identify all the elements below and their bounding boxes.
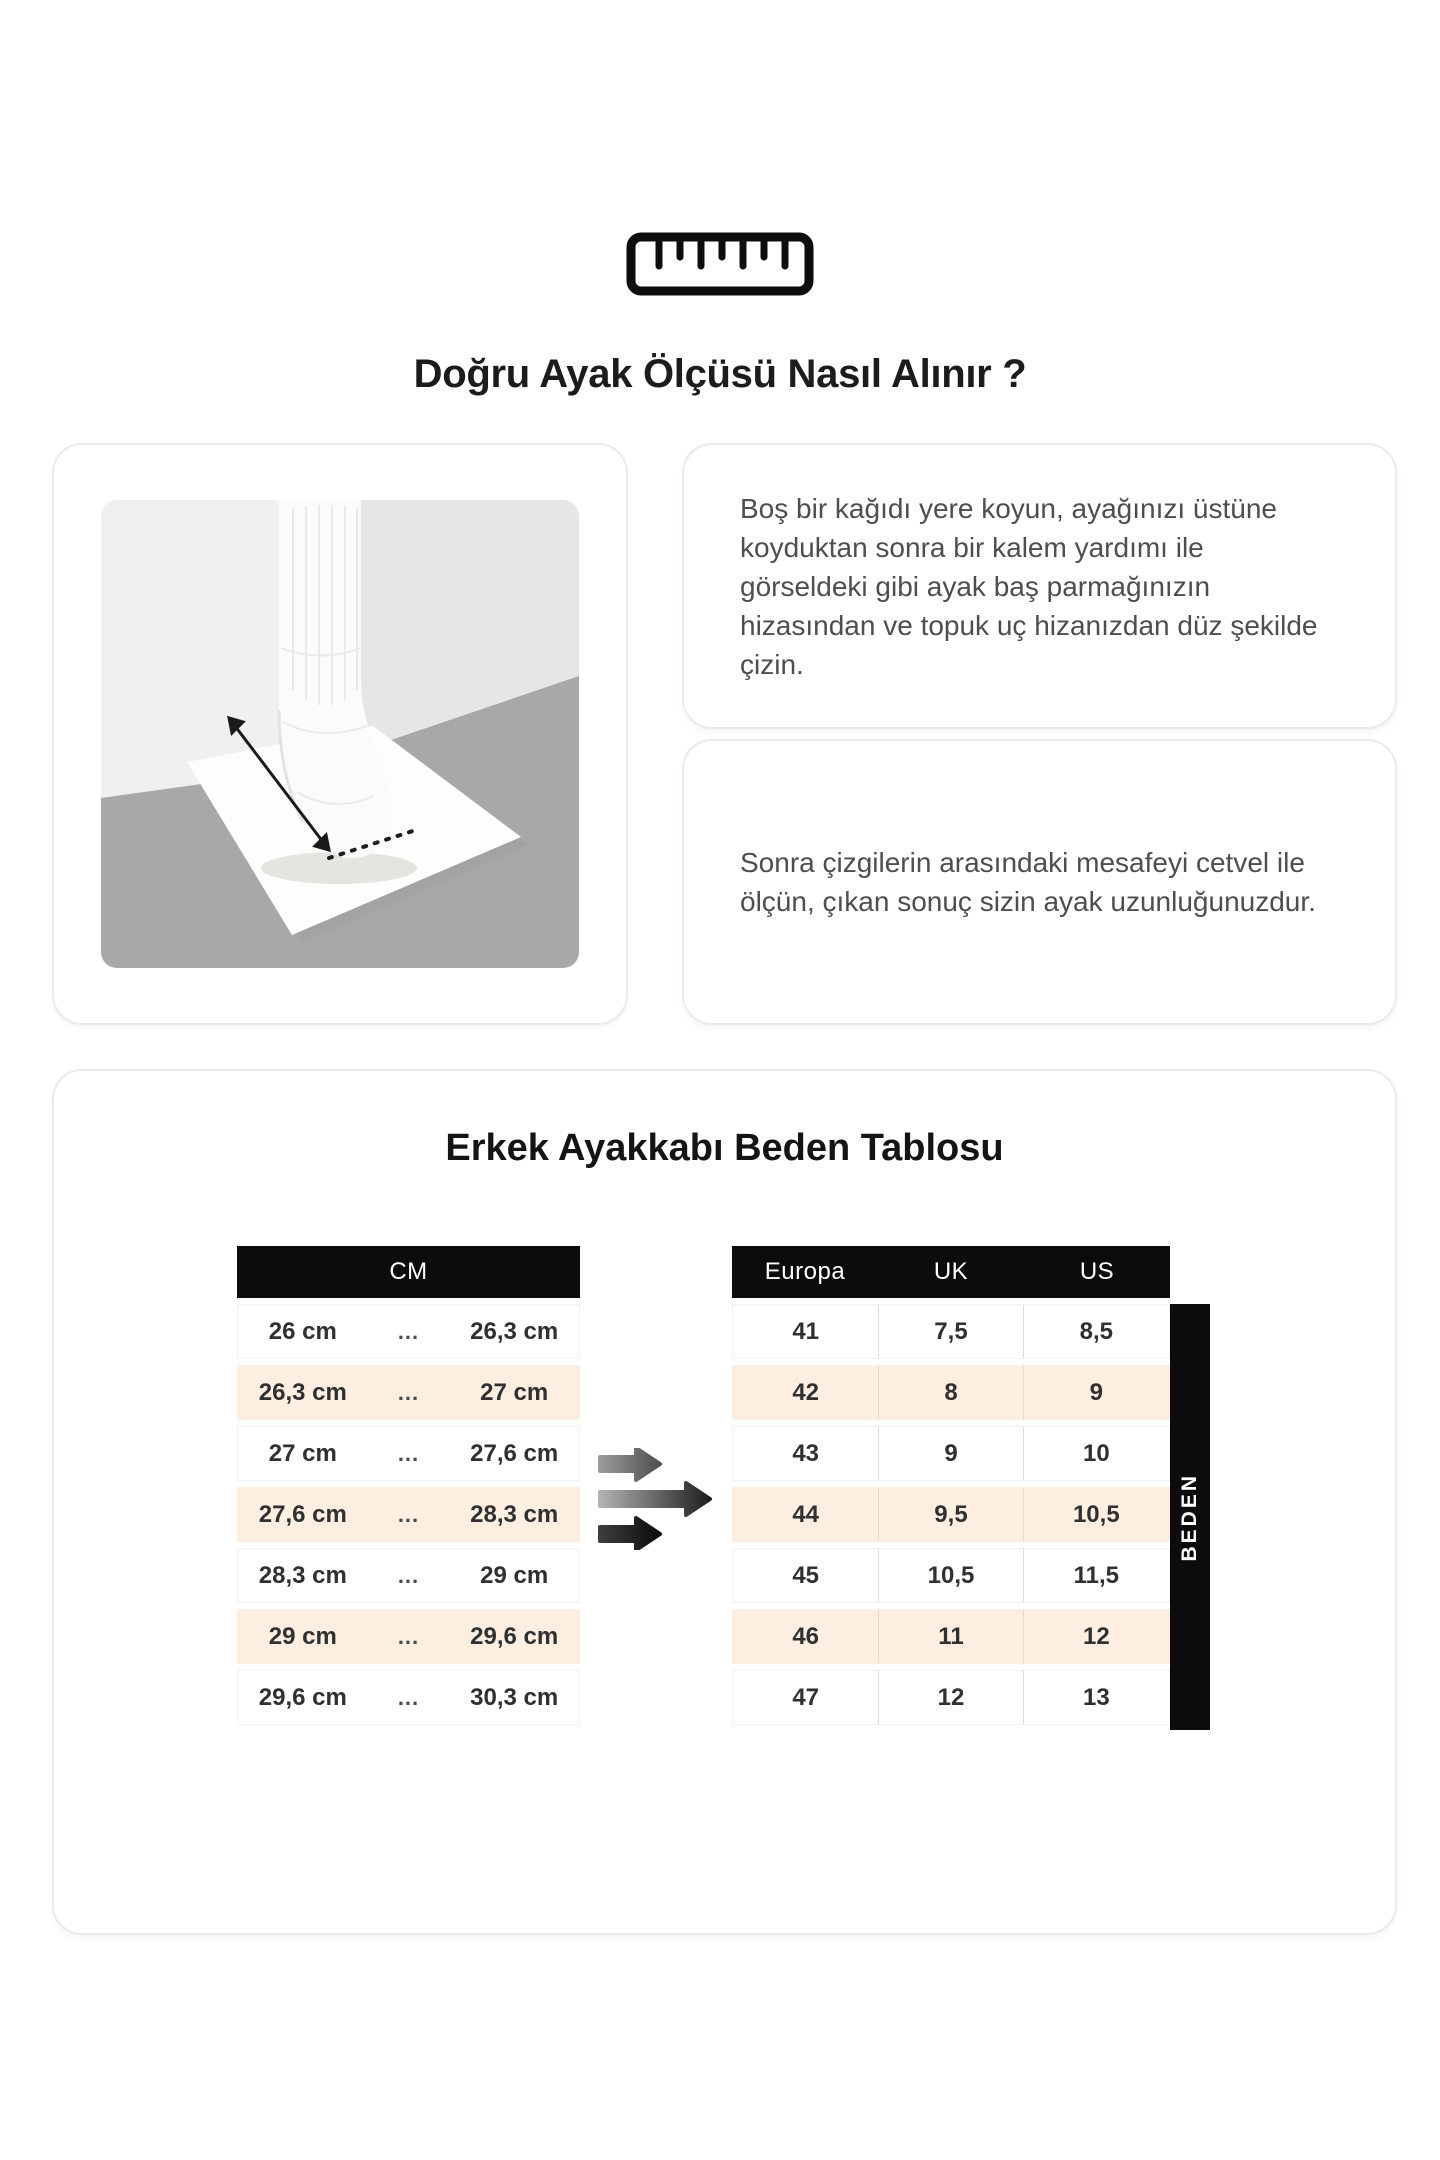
size-table-header-europa: Europa xyxy=(764,1258,846,1285)
cm-value: 26 cm xyxy=(268,1317,337,1345)
instructions-row xyxy=(52,443,1397,1025)
beden-label: BEDEN xyxy=(1178,1472,1201,1562)
measurement-photo xyxy=(101,500,579,968)
us-size: 13 xyxy=(1082,1683,1110,1711)
uk-size: 8 xyxy=(878,1366,1023,1419)
size-table-row xyxy=(732,1365,1170,1420)
size-tables xyxy=(54,1246,1395,1730)
instruction-step-1: Boş bir kağıdı yere koyun, ayağınızı üstüne koyduktan sonra bir kalem yardımı ile görseldeki gibi ayak baş parmağınızın hizasından ve topuk uç hizanızdan düz şekilde çizin. xyxy=(740,492,1318,680)
size-table-row xyxy=(732,1304,1170,1359)
size-table-rows xyxy=(732,1304,1170,1725)
instruction-card-2 xyxy=(682,739,1397,1025)
size-table-row xyxy=(732,1426,1170,1481)
cm-value: 29,6 cm xyxy=(470,1622,559,1650)
conversion-arrows xyxy=(580,1246,732,1726)
measurement-photo-card xyxy=(52,443,628,1025)
europa-size: 46 xyxy=(792,1622,820,1650)
size-table-row xyxy=(732,1548,1170,1603)
triple-arrow-icon xyxy=(596,1448,714,1550)
cm-value: 26,3 cm xyxy=(258,1378,347,1406)
cm-table-row xyxy=(237,1548,580,1603)
range-separator: ... xyxy=(397,1623,420,1649)
uk-size: 12 xyxy=(878,1671,1023,1724)
cm-value: 27 cm xyxy=(268,1439,337,1467)
instruction-cards xyxy=(682,443,1397,1025)
cm-value: 29 cm xyxy=(480,1561,549,1589)
size-table-row xyxy=(732,1670,1170,1725)
uk-size: 9 xyxy=(878,1427,1023,1480)
cm-value: 27,6 cm xyxy=(258,1500,347,1528)
cm-value: 27,6 cm xyxy=(470,1439,559,1467)
instruction-step-2: Sonra çizgilerin arasındaki mesafeyi cetvel ile ölçün, çıkan sonuç sizin ayak uzunluğunuzdur. xyxy=(740,847,1316,917)
uk-size: 7,5 xyxy=(878,1305,1023,1358)
cm-table-row xyxy=(237,1426,580,1481)
europa-size: 47 xyxy=(792,1683,820,1711)
arrow-middle xyxy=(600,1483,710,1515)
cm-value: 28,3 cm xyxy=(470,1500,559,1528)
range-separator: ... xyxy=(397,1684,420,1710)
us-size: 11,5 xyxy=(1073,1561,1120,1589)
us-size: 12 xyxy=(1082,1622,1110,1650)
size-table-row xyxy=(732,1487,1170,1542)
range-separator: ... xyxy=(397,1440,420,1466)
arrow-top xyxy=(600,1448,660,1480)
international-size-table xyxy=(732,1246,1170,1725)
range-separator: ... xyxy=(397,1501,420,1527)
cm-table-row xyxy=(237,1365,580,1420)
uk-size: 10,5 xyxy=(878,1549,1023,1602)
cm-table-row xyxy=(237,1304,580,1359)
us-size: 10 xyxy=(1082,1439,1110,1467)
range-separator: ... xyxy=(397,1379,420,1405)
cm-table-row xyxy=(237,1487,580,1542)
us-size: 9 xyxy=(1089,1378,1103,1406)
foot-measurement-illustration xyxy=(101,500,579,968)
size-section-title: Erkek Ayakkabı Beden Tablosu xyxy=(445,1127,1004,1169)
us-size: 10,5 xyxy=(1072,1500,1120,1528)
us-size: 8,5 xyxy=(1079,1317,1113,1345)
cm-table xyxy=(237,1246,580,1725)
range-separator: ... xyxy=(397,1562,420,1588)
cm-value: 27 cm xyxy=(480,1378,549,1406)
arrow-bottom xyxy=(600,1518,660,1550)
europa-size: 41 xyxy=(792,1317,820,1345)
ruler-icon xyxy=(626,232,814,296)
cm-value: 30,3 cm xyxy=(470,1683,559,1711)
cm-value: 29 cm xyxy=(268,1622,337,1650)
cm-value: 26,3 cm xyxy=(470,1317,559,1345)
size-table-row xyxy=(732,1609,1170,1664)
international-size-table-wrap xyxy=(732,1246,1210,1730)
range-separator: ... xyxy=(397,1318,420,1344)
size-table-header-uk: UK xyxy=(933,1258,969,1285)
ruler-icon-container xyxy=(0,0,1440,296)
cm-value: 29,6 cm xyxy=(258,1683,347,1711)
europa-size: 45 xyxy=(792,1561,820,1589)
uk-size: 11 xyxy=(878,1610,1023,1663)
europa-size: 42 xyxy=(792,1378,820,1406)
europa-size: 44 xyxy=(792,1500,820,1528)
cm-table-row xyxy=(237,1670,580,1725)
beden-side-bar xyxy=(1170,1304,1210,1730)
uk-size: 9,5 xyxy=(878,1488,1023,1541)
foot-shadow xyxy=(261,852,417,884)
cm-table-rows xyxy=(237,1304,580,1725)
size-table-header-us: US xyxy=(1079,1258,1115,1285)
europa-size: 43 xyxy=(792,1439,820,1467)
instruction-card-1 xyxy=(682,443,1397,729)
page-title: Doğru Ayak Ölçüsü Nasıl Alınır ? xyxy=(413,352,1027,396)
size-table-header-row xyxy=(732,1246,1170,1298)
cm-value: 28,3 cm xyxy=(258,1561,347,1589)
cm-table-row xyxy=(237,1609,580,1664)
cm-table-header: CM xyxy=(237,1246,580,1298)
size-table-card xyxy=(52,1069,1397,1935)
